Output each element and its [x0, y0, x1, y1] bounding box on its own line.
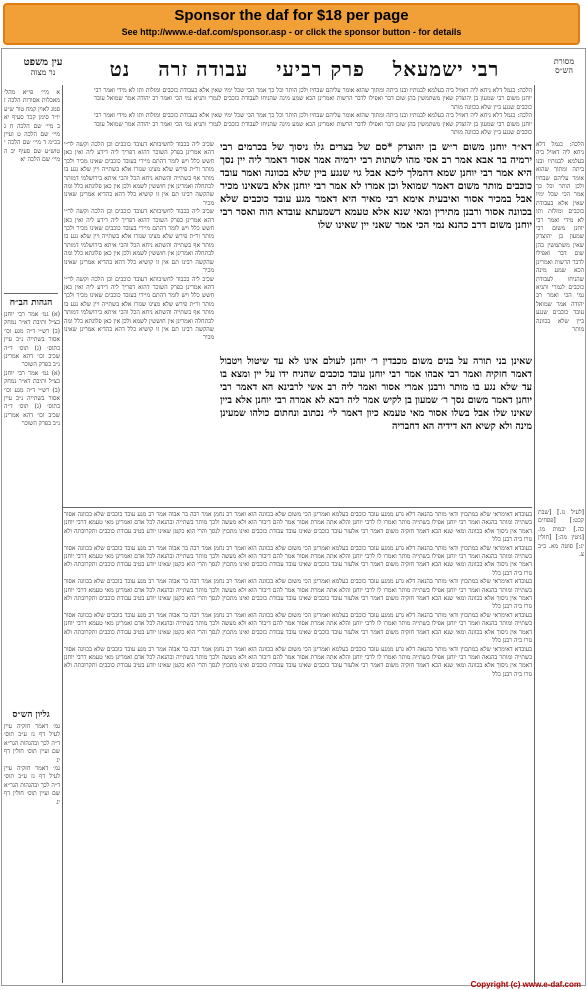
ein-mishpat-column: א מיי׳ פי״א מהל׳ מאכלות אסורות הלכה ז סמג לאוין קמח טור ש״ע יו״ד סימן קכד סעיף יא ב מיי׳ שם הלכה ח ג מיי׳ שם הלכה ט ועיין בכ״מ ד מיי׳ שם הלכה י טוש״ע שם סעיף יב ה מיי׳ שם הלכה יא [4, 89, 60, 164]
left-column-rule [62, 85, 63, 983]
rashi-top-block: הלכה: כגמל דלא ניחא ליה דאזיל ביה בעלמא לבנותיו ובנו ביתה ומתוך שהוא אומר עליהם שבחיו ולכן הותר וכל כך אמר הכי שכל ימיו שאין אלא בעבודת כוכבים ומזלות ותו לא מידי ואמר רבי יוחנן משום רבי שמעון בן יהוצדק שאין משתמשין בהן שום דבר ואפילו לדבר הרשות ואמרינן הכא שמע מינה שהניחו לעבודת כוכבים לגמרי ותניא נמי הכי ואמר רב יהודה אמר שמואל עובד כוכבים שנגע ביין שלא בכוונה מותר הלכה: כגמל דלא ניחא ליה דאזיל ביה בעלמא לבנותיו ובנו ביתה ומתוך שהוא אומר עליהם שבחיו ולכן הותר וכל כך אמר הכי שכל ימיו שאין אלא בעבודת כוכבים ומזלות ותו לא מידי ואמר רבי יוחנן משום רבי שמעון בן יהוצדק שאין משתמשין בהן שום דבר ואפילו לדבר הרשות ואמרינן הכא שמע מינה שהניחו לעבודת כוכבים לגמרי ותניא נמי הכי ואמר רב יהודה אמר שמואל עובד כוכבים שנגע ביין שלא בכוונה מותר [94, 87, 532, 137]
ein-mishpat-header: עין משפט נר מצוה [23, 57, 63, 77]
tractate-name: עבודה זרה [158, 57, 249, 81]
talmud-page [1, 48, 586, 986]
gilyon-column: גמ׳ דאמר חזקיה עיין לעיל דף נז ע״ב תוס׳ ד״ה לכך ובהגהות הגר״א שם ועיין תוס׳ חולין דף יג גמ׳ דאמר חזקיה עיין לעיל דף נז ע״ב תוס׳ ד״ה לכך ובהגהות הגר״א שם ועיין תוס׳ חולין דף יג [4, 723, 60, 806]
masoret-column: [לעיל נז.] [שבת קכט:] [פסחים כה.] יבמות מו. [גיטין מה:] [חולין יג:] סוטה מא. ב״ב צ. [538, 509, 584, 559]
margin-divider [4, 293, 58, 294]
rashi-side-column: הלכה: כגמל דלא ניחא ליה דאזיל ביה בעלמא לבנותיו ובנו ביתה ומתוך שהוא אומר עליהם שבחיו ולכן הותר וכל כך אמר הכי שכל ימיו שאין אלא בעבודת כוכבים ומזלות ותו לא מידי ואמר רבי יוחנן משום רבי שמעון בן יהוצדק שאין משתמשין בהן שום דבר ואפילו לדבר הרשות ואמרינן הכא שמע מינה שהניחו לעבודת כוכבים לגמרי ותניא נמי הכי ואמר רב יהודה אמר שמואל עובד כוכבים שנגע ביין שלא בכוונה מותר [536, 141, 584, 333]
page-title [92, 57, 517, 82]
hagahot-label: הגהות הב״ח [9, 298, 53, 308]
daf-number: נט [109, 57, 131, 81]
tosfot-column: שכיב ליה בכבוד לחשיבותא דעובד כוכבים וכן הלכה וקשה לר״י דהא אמרינן בפרק השוכר דהוא דפריך ליה דידע ליה ואין כאן חשש כלל ויש לומר דהתם מיירי בעובד כוכבים שאינו מכיר ולכך מותר ור״ת פירש שלא מצינו שגזרו אלא בשתייה ויין שלא נגע בו מותר אף בשתייה והשתא ניחא הכל והכי איתא בירושלמי דמותר לכתחלה ואמרינן אין חוששין לשמא ולכן אין כאן פלוגתא כלל ומה שהקשה רבינו תם אין זו קושיא כלל דהא בהדיא אמרינן שאינו מכיר שכיב ליה בכבוד לחשיבותא דעובד כוכבים וכן הלכה וקשה לר״י דהא אמרינן בפרק השוכר דהוא דפריך ליה דידע ליה ואין כאן חשש כלל ויש לומר דהתם מיירי בעובד כוכבים שאינו מכיר ולכך מותר ור״ת פירש שלא מצינו שגזרו אלא בשתייה ויין שלא נגע בו מותר אף בשתייה והשתא ניחא הכל והכי איתא בירושלמי דמותר לכתחלה ואמרינן אין חוששין לשמא ולכן אין כאן פלוגתא כלל ומה שהקשה רבינו תם אין זו קושיא כלל דהא בהדיא אמרינן שאינו מכיר שכיב ליה בכבוד לחשיבותא דעובד כוכבים וכן הלכה וקשה לר״י דהא אמרינן בפרק השוכר דהוא דפריך ליה דידע ליה ואין כאן חשש כלל ויש לומר דהתם מיירי בעובד כוכבים שאינו מכיר ולכך מותר ור״ת פירש שלא מצינו שגזרו אלא בשתייה ויין שלא נגע בו מותר אף בשתייה והשתא ניחא הכל והכי איתא בירושלמי דמותר לכתחלה ואמרינן אין חוששין לשמא ולכן אין כאן פלוגתא כלל ומה שהקשה רבינו תם אין זו קושיא כלל דהא בהדיא אמרינן שאינו מכיר [64, 141, 214, 342]
masoret-header: מסורת הש״ס [553, 57, 575, 75]
right-column-rule [534, 85, 535, 983]
sponsor-banner[interactable] [3, 3, 580, 45]
section-divider [62, 507, 532, 508]
gilyon-label: גליון הש״ס [12, 710, 50, 720]
sponsor-subtitle[interactable]: See http://www.e-daf.com/sponsor.asp - or click the sponsor button - for details [121, 27, 462, 37]
rashi-bottom-block: בעובדא דאימראי שלא במתכוין ודאי מותר בהנאה דלא גרע ממגע עובד כוכבים בעלמא ואמרינן הכי משום שלא בכוונה הוא ואמר רב נחמן אמר רבה בר אבוה אמר רב מגע עובד כוכבים שלא בכוונה אסור בשתייה ומותר בהנאה ואמר רבי יוחנן אפילו בשתייה מותר ואמרו לו לרבי יוחנן והלא אתה אמרת אסור אמר להם דיבור הוא ולא מעשה ולכך מותר בשתייה ובהנאה לכל אדם ואמרינן מאי טעמא דרבי יוחנן דאמר אין ניסוך אלא בכוונה ומאי שנא הכא דאמר חזקיה משום דאמר רבי אלעזר עובד כוכבים שאינו עובד עבודת כוכבים ואינו מתכוין לנסך והרי הוא כקטן שאינו יודע בטיב עבודת כוכבים ותקרובתה ולא גזרו ביה רבנן כלל בעובדא דאימראי שלא במתכוין ודאי מותר בהנאה דלא גרע ממגע עובד כוכבים בעלמא ואמרינן הכי משום שלא בכוונה הוא ואמר רב נחמן אמר רבה בר אבוה אמר רב מגע עובד כוכבים שלא בכוונה אסור בשתייה ומותר בהנאה ואמר רבי יוחנן אפילו בשתייה מותר ואמרו לו לרבי יוחנן והלא אתה אמרת אסור אמר להם דיבור הוא ולא מעשה ולכך מותר בשתייה ובהנאה לכל אדם ואמרינן מאי טעמא דרבי יוחנן דאמר אין ניסוך אלא בכוונה ומאי שנא הכא דאמר חזקיה משום דאמר רבי אלעזר עובד כוכבים שאינו עובד עבודת כוכבים ואינו מתכוין לנסך והרי הוא כקטן שאינו יודע בטיב עבודת כוכבים ותקרובתה ולא גזרו ביה רבנן כלל בעובדא דאימראי שלא במתכוין ודאי מותר בהנאה דלא גרע ממגע עובד כוכבים בעלמא ואמרינן הכי משום שלא בכוונה הוא ואמר רב נחמן אמר רבה בר אבוה אמר רב מגע עובד כוכבים שלא בכוונה אסור בשתייה ומותר בהנאה ואמר רבי יוחנן אפילו בשתייה מותר ואמרו לו לרבי יוחנן והלא אתה אמרת אסור אמר להם דיבור הוא ולא מעשה ולכך מותר בשתייה ובהנאה לכל אדם ואמרינן מאי טעמא דרבי יוחנן דאמר אין ניסוך אלא בכוונה ומאי שנא הכא דאמר חזקיה משום דאמר רבי אלעזר עובד כוכבים שאינו עובד עבודת כוכבים ואינו מתכוין לנסך והרי הוא כקטן שאינו יודע בטיב עבודת כוכבים ותקרובתה ולא גזרו ביה רבנן כלל בעובדא דאימראי שלא במתכוין ודאי מותר בהנאה דלא גרע ממגע עובד כוכבים בעלמא ואמרינן הכי משום שלא בכוונה הוא ואמר רב נחמן אמר רבה בר אבוה אמר רב מגע עובד כוכבים שלא בכוונה אסור בשתייה ומותר בהנאה ואמר רבי יוחנן אפילו בשתייה מותר ואמרו לו לרבי יוחנן והלא אתה אמרת אסור אמר להם דיבור הוא ולא מעשה ולכך מותר בשתייה ובהנאה לכל אדם ואמרינן מאי טעמא דרבי יוחנן דאמר אין ניסוך אלא בכוונה ומאי שנא הכא דאמר חזקיה משום דאמר רבי אלעזר עובד כוכבים שאינו עובד עבודת כוכבים ואינו מתכוין לנסך והרי הוא כקטן שאינו יודע בטיב עבודת כוכבים ותקרובתה ולא גזרו ביה רבנן כלל בעובדא דאימראי שלא במתכוין ודאי מותר בהנאה דלא גרע ממגע עובד כוכבים בעלמא ואמרינן הכי משום שלא בכוונה הוא ואמר רב נחמן אמר רבה בר אבוה אמר רב מגע עובד כוכבים שלא בכוונה אסור בשתייה ומותר בהנאה ואמר רבי יוחנן אפילו בשתייה מותר ואמרו לו לרבי יוחנן והלא אתה אמרת אסור אמר להם דיבור הוא ולא מעשה ולכך מותר בשתייה ובהנאה לכל אדם ואמרינן מאי טעמא דרבי יוחנן דאמר אין ניסוך אלא בכוונה ומאי שנא הכא דאמר חזקיה משום דאמר רבי אלעזר עובד כוכבים שאינו עובד עבודת כוכבים ואינו מתכוין לנסך והרי הוא כקטן שאינו יודע בטיב עבודת כוכבים ותקרובתה ולא גזרו ביה רבנן כלל [64, 511, 532, 678]
hagahot-column: (א) גמ׳ אמר רבי יוחנן כצ״ל ותיבת דא״ר נמחק (ב) רש״י ד״ה מגע וכו׳ אסור בשתייה נ״ב עיין בתוס׳ (ג) תוס׳ ד״ה שכיב וכו׳ דהא אמרינן נ״ב בפרק השוכר (א) גמ׳ אמר רבי יוחנן כצ״ל ותיבת דא״ר נמחק (ב) רש״י ד״ה מגע וכו׳ אסור בשתייה נ״ב עיין בתוס׳ (ג) תוס׳ ד״ה שכיב וכו׳ דהא אמרינן נ״ב בפרק השוכר [4, 311, 60, 428]
gemara-text: דא״ר יוחנן משום ר״ש בן יהוצדק *סם של בצרים גלו ניסוך של בכרמים רבי ירמיה בר אבא אמר רב אסי מהו לשתות רבי ירמיה אמר אסור דאמר ליה יין נסך היא אמר רבי יוחנן שמא דהמלך ליכא אבל גוי שנגע ביין שלא בכוונה ואמר עובד כוכבים מותר משום דאמר שמואל וכן אמרו לא אמר רבי יוחנן אלא בשאינו מכיר אבל במכיר אסור ואיבעית אימא רבי מאיר היא דאמר מגע עובד כוכבים שלא בכוונה אסור ורבנן מתירין ומאי שנא אלא טעמא דשמעתא עובדא הוה ואסר רבי יוחנן משום דרב כהנא נמי הכי אמר שאני יין שאינו שלו [220, 142, 532, 231]
chapter-name: רבי ישמעאל [392, 57, 500, 81]
gemara-text-continued: שאינן בני תורה על בנים משום מכבדין ר׳ יוחנן לעולם אינו לא עד שיטול ויטבול דאמר חזקיה ואמר רבי אבהו אמר רבי יוחנן עובד כוכבים שהניח ידו על יין ומצא בו עד שלא נגע בו מותר ורבנן אמרי אסור ואמר ליה רב אשי לרבינא הא דאמר רבי יוחנן דאמר משום נסך ר׳ שמעון בן לקיש אמר ליה רבא לא אמרה רבי יוחנן אלא ביין שאינו שלו אבל בשלו אסור מאי טעמא כיון דאמר לי׳ נכתוב ונחתום כולהו שמעינן מינה ולא קשיא הא דידיה הא דחבריה [220, 356, 532, 432]
sponsor-title[interactable]: Sponsor the daf for $18 per page [174, 7, 409, 24]
copyright-link[interactable]: Copyright (c) www.e-daf.com [470, 980, 581, 989]
perek-number: פרק רביעי [276, 57, 365, 81]
page-header [2, 57, 585, 85]
